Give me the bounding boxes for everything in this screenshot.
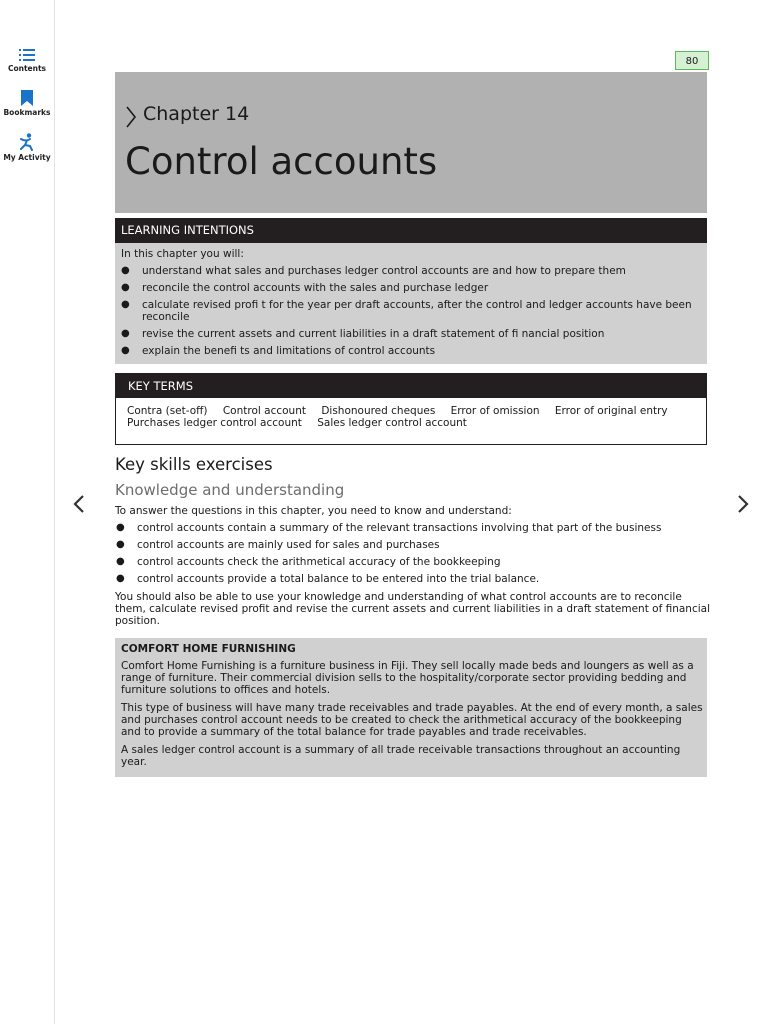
key-terms-list (127, 405, 702, 429)
knowledge-list (116, 522, 707, 590)
list-item-text: understand what sales and purchases ledger control accounts are and how to prepare them (142, 265, 626, 277)
sidebar (0, 0, 55, 1024)
bullet-icon: ● (116, 522, 125, 533)
case-study-paragraph: This type of business will have many trade receivables and trade payables. At the end of every month, a sales and purchases control account needs to be created to check the arithmetical accuracy of the bookkeeping and to provide a summary of the total balance for trade payables and trade receivables. (121, 702, 703, 738)
bullet-icon: ● (121, 299, 130, 310)
bullet-icon: ● (121, 265, 130, 276)
learning-intentions-list (121, 265, 697, 362)
section-heading: Key skills exercises (115, 455, 273, 474)
sidebar-item-label: My Activity (3, 153, 51, 162)
list-item (116, 556, 707, 568)
list-item (121, 345, 697, 357)
learning-intentions-box (115, 218, 707, 364)
key-term: Sales ledger control account (317, 417, 467, 429)
page-number-badge: 80 (675, 51, 709, 70)
case-study-paragraph: A sales ledger control account is a summary of all trade receivable transactions throughout an accounting year. (121, 744, 681, 768)
key-term: Error of omission (450, 405, 540, 417)
case-study-body (121, 660, 703, 774)
bullet-icon: ● (121, 345, 130, 356)
list-item (121, 282, 697, 294)
list-item (121, 265, 697, 277)
sidebar-item-contents[interactable] (0, 48, 54, 73)
bullet-icon: ● (121, 282, 130, 293)
list-item-text: explain the benefi ts and limitations of control accounts (142, 345, 436, 357)
activity-icon (18, 133, 36, 151)
learning-intentions-header: LEARNING INTENTIONS (115, 218, 707, 243)
chapter-header (115, 72, 707, 213)
learning-intentions-intro: In this chapter you will: (121, 248, 244, 260)
list-item-text: revise the current assets and current liabilities in a draft statement of fi nancial position (142, 328, 605, 340)
bookmark-icon (21, 90, 33, 106)
list-item (116, 522, 707, 534)
case-study-box (115, 638, 707, 777)
list-item-text: calculate revised profi t for the year per draft accounts, after the control and ledger accounts have been reconcile (142, 299, 692, 323)
chevron-right-icon (736, 494, 750, 514)
list-item (116, 539, 707, 551)
section-intro: To answer the questions in this chapter, you need to know and understand: (115, 505, 512, 517)
list-item-text: control accounts are mainly used for sales and purchases (137, 539, 440, 551)
chapter-label: Chapter 14 (143, 103, 250, 125)
sidebar-item-my-activity[interactable] (0, 133, 54, 162)
key-term: Purchases ledger control account (127, 417, 302, 429)
bullet-icon: ● (116, 573, 125, 584)
key-terms-header: KEY TERMS (116, 374, 706, 398)
next-page-button[interactable] (736, 494, 756, 516)
list-item-text: control accounts contain a summary of the relevant transactions involving that part of the business (137, 522, 662, 534)
body-paragraph: You should also be able to use your knowledge and understanding of what control accounts are to reconcile them, calculate revised profit and revise the current assets and current liabilities in a draft statement of financial position. (115, 591, 711, 627)
key-term: Control account (222, 405, 306, 417)
bullet-icon: ● (121, 328, 130, 339)
chevron-right-icon (125, 106, 137, 128)
case-study-paragraph: Comfort Home Furnishing is a furniture business in Fiji. They sell locally made beds and loungers as well as a range of furniture. Their commercial division sells to the hospitality/corporate sector providing bedding and furniture solutions to offices and hotels. (121, 660, 694, 696)
list-item (121, 299, 697, 323)
list-icon (19, 48, 35, 62)
key-term: Dishonoured cheques (321, 405, 436, 417)
key-term: Error of original entry (554, 405, 668, 417)
subsection-heading: Knowledge and understanding (115, 481, 345, 499)
list-item (121, 328, 697, 340)
list-item-text: control accounts check the arithmetical accuracy of the bookkeeping (137, 556, 501, 568)
page-title: Control accounts (125, 140, 438, 183)
bullet-icon: ● (116, 556, 125, 567)
previous-page-button[interactable] (72, 494, 92, 516)
sidebar-item-label: Bookmarks (3, 108, 51, 117)
list-item-text: reconcile the control accounts with the sales and purchase ledger (142, 282, 489, 294)
sidebar-item-bookmarks[interactable] (0, 90, 54, 117)
sidebar-item-label: Contents (7, 64, 47, 73)
chevron-left-icon (72, 494, 86, 514)
key-terms-box (115, 373, 707, 445)
bullet-icon: ● (116, 539, 125, 550)
list-item-text: control accounts provide a total balance to be entered into the trial balance. (137, 573, 540, 585)
list-item (116, 573, 707, 585)
case-study-title: COMFORT HOME FURNISHING (121, 643, 296, 655)
key-term: Contra (set-off) (127, 405, 208, 417)
